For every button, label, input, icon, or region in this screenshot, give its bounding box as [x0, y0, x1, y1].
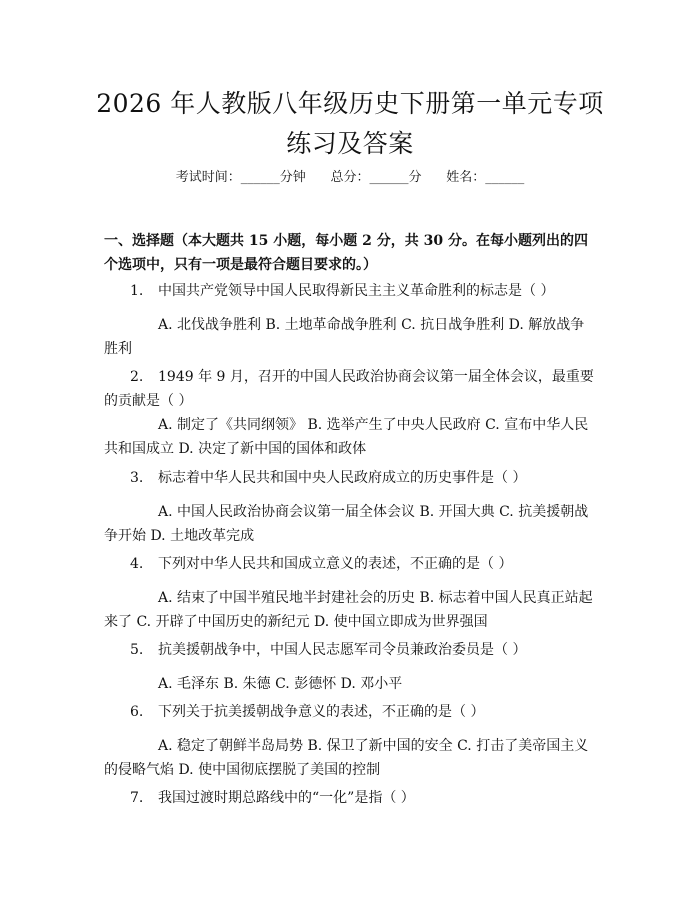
question-6: [104, 700, 596, 724]
question-text: 1949 年 9 月，召开的中国人民政治协商会议第一届全体会议，最重要的贡献是（ ）: [104, 369, 594, 409]
question-text: 抗美援朝战争中，中国人民志愿军司令员兼政治委员是（ ）: [158, 642, 527, 658]
question-4: [104, 552, 596, 576]
question-text: 下列关于抗美援朝战争意义的表述，不正确的是（ ）: [158, 704, 485, 720]
question-5: [104, 638, 596, 662]
title-line-2: 练习及答案: [286, 129, 414, 158]
question-number: 6.: [130, 704, 144, 720]
question-3: [104, 466, 596, 490]
question-text: 我国过渡时期总路线中的“一化”是指（ ）: [158, 790, 415, 806]
question-2-options: A. 制定了《共同纲领》 B. 选举产生了中央人民政府 C. 宣布中华人民共和国成立 D. 决定了新中国的国体和政体: [104, 417, 589, 457]
question-5-options: A. 毛泽东 B. 朱德 C. 彭德怀 D. 邓小平: [158, 676, 403, 692]
question-1: [104, 279, 596, 303]
title-line-1: 2026 年人教版八年级历史下册第一单元专项: [96, 89, 604, 118]
question-3-options: A. 中国人民政治协商会议第一届全体会议 B. 开国大典 C. 抗美援朝战争开始 D. 土地改革完成: [104, 504, 589, 544]
question-number: 7.: [130, 790, 144, 806]
question-number: 3.: [130, 470, 144, 486]
question-number: 1.: [130, 283, 144, 299]
exam-meta: 考试时间：______分钟 总分：______分 姓名：______: [175, 170, 525, 185]
question-text: 标志着中华人民共和国中央人民政府成立的历史事件是（ ）: [158, 470, 527, 486]
question-number: 5.: [130, 642, 144, 658]
question-text: 下列对中华人民共和国成立意义的表述，不正确的是（ ）: [158, 556, 513, 572]
question-7: [104, 786, 596, 810]
section-header: 一、选择题（本大题共 15 小题，每小题 2 分，共 30 分。在每小题列出的四个选项中，只有一项是最符合题目要求的。）: [104, 233, 588, 273]
question-number: 2.: [130, 369, 144, 385]
question-text: 中国共产党领导中国人民取得新民主主义革命胜利的标志是（ ）: [158, 283, 555, 299]
question-4-options: A. 结束了中国半殖民地半封建社会的历史 B. 标志着中国人民真正站起来了 C. 开辟了中国历史的新纪元 D. 使中国立即成为世界强国: [104, 590, 593, 630]
question-6-options: A. 稳定了朝鲜半岛局势 B. 保卫了新中国的安全 C. 打击了美帝国主义的侵略气焰 D. 使中国彻底摆脱了美国的控制: [104, 738, 589, 778]
question-1-options: A. 北伐战争胜利 B. 土地革命战争胜利 C. 抗日战争胜利 D. 解放战争胜利: [104, 317, 585, 357]
question-number: 4.: [130, 556, 144, 572]
question-2: [104, 365, 596, 413]
document-title: [80, 84, 620, 164]
